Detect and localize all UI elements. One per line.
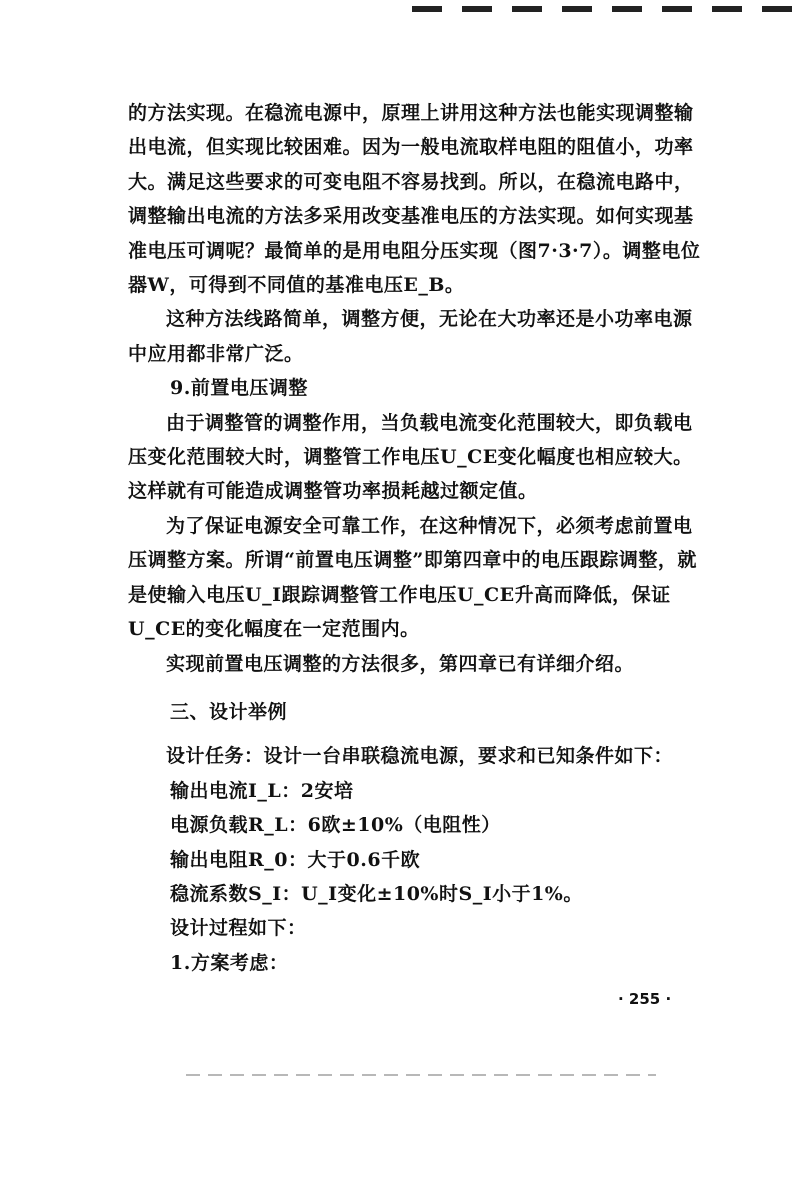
subsection-heading: 9.前置电压调整 [170,377,308,400]
paragraph-1: 的方法实现。在稳流电源中，原理上讲用这种方法也能实现调整输出电流，但实现比较困难。因为一般电流取样电阻的阻值小，功率大。满足这些要求的可变电阻不容易找到。所以，在稳流电路中，调整输出电流的方法多采用改变基准电压的方法实现。如何实现基准电压可调呢？最简单的是用电阻分压实现（图7·3·7）。调整电位器W，可得到不同值的基准电压E_B。 [128,102,701,297]
paragraph-5: 实现前置电压调整的方法很多，第四章已有详细介绍。 [166,652,635,675]
condition-output-current: 输出电流I_L：2安培 [170,779,354,802]
page-number: · 255 · [618,990,672,1008]
top-edge-dashes [412,6,792,12]
condition-output-resistance: 输出电阻R_0：大于0.6千欧 [170,848,421,871]
process-intro: 设计过程如下： [170,917,307,940]
condition-load: 电源负载R_L：6欧±10%（电阻性） [170,814,501,837]
paragraph-2: 这种方法线路简单，调整方便，无论在大功率还是小功率电源中应用都非常广泛。 [128,308,693,365]
step-1: 1.方案考虑： [170,951,289,974]
condition-stability: 稳流系数S_I：U_I变化±10%时S_I小于1%。 [170,882,583,905]
design-task: 设计任务：设计一台串联稳流电源，要求和已知条件如下： [166,745,674,768]
section-title: 三、设计举例 [170,700,288,723]
body-text [128,96,708,980]
paragraph-3: 由于调整管的调整作用，当负载电流变化范围较大，即负载电压变化范围较大时，调整管工作电压U_CE变化幅度也相应较大。这样就有可能造成调整管功率损耗越过额定值。 [128,411,693,503]
bottom-scan-rule [186,1074,656,1076]
paragraph-4: 为了保证电源安全可靠工作，在这种情况下，必须考虑前置电压调整方案。所谓“前置电压调整”即第四章中的电压跟踪调整，就是使输入电压U_I跟踪调整管工作电压U_CE升高而降低，保证U_CE的变化幅度在一定范围内。 [128,514,697,641]
